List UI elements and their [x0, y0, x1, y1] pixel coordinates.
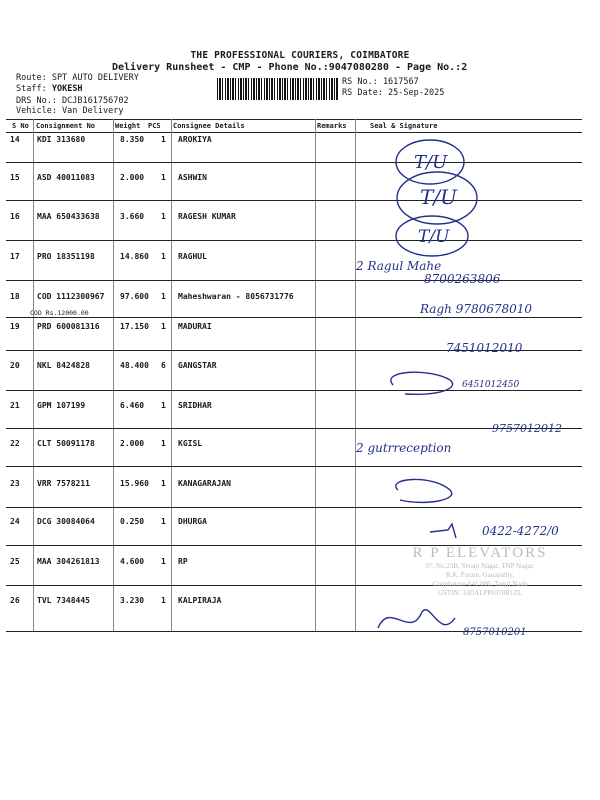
- row-consignee: KGISL: [178, 439, 203, 448]
- row-sno: 15: [10, 173, 20, 182]
- row-pcs: 1: [161, 401, 166, 410]
- row-weight: 97.600: [120, 292, 149, 301]
- signature-kalpiraja: 8757010201: [463, 627, 527, 638]
- row-consignee: GANGSTAR: [178, 361, 217, 370]
- row-sno: 22: [10, 439, 20, 448]
- signature-sridhar: 9757012012: [492, 422, 562, 435]
- row-sno: 24: [10, 517, 20, 526]
- row-consignment: GPM 107199: [37, 401, 86, 410]
- row-sno: 16: [10, 212, 20, 221]
- row-pcs: 1: [161, 322, 166, 331]
- signature-maheshwaran: Ragh 9780678010: [420, 302, 533, 316]
- row-consignment: PRO 18351198: [37, 252, 95, 261]
- row-sno: 19: [10, 322, 20, 331]
- row-consignee: RAGESH KUMAR: [178, 212, 236, 221]
- row-consignment: TVL 7348445: [37, 596, 90, 605]
- signature-scribble: [396, 479, 452, 502]
- col-header-pcs: PCS: [148, 122, 161, 130]
- row-pcs: 1: [161, 479, 166, 488]
- row-sno: 25: [10, 557, 20, 566]
- signature-scribble: [391, 372, 453, 394]
- row-pcs: 1: [161, 596, 166, 605]
- signature-scribble: [378, 610, 455, 628]
- row-sno: 23: [10, 479, 20, 488]
- row-consignment: CLT 50091178: [37, 439, 95, 448]
- col-header-consignment: Consignment No: [36, 122, 96, 130]
- row-weight: 14.860: [120, 252, 149, 261]
- cod-amount: COD Rs.12000.00: [30, 309, 89, 317]
- row-weight: 2.000: [120, 439, 145, 448]
- signature-tiu: T/U: [420, 185, 457, 209]
- staff-label: Staff:: [16, 84, 47, 94]
- row-consignee: RAGHUL: [178, 252, 207, 261]
- stamp-name: R P ELEVATORS: [412, 545, 548, 561]
- row-pcs: 1: [161, 135, 166, 144]
- row-sno: 20: [10, 361, 20, 370]
- row-pcs: 1: [161, 439, 166, 448]
- row-consignment: KDI 313680: [37, 135, 86, 144]
- signature-madurai: 7451012010: [446, 341, 523, 355]
- row-weight: 48.400: [120, 361, 149, 370]
- row-pcs: 1: [161, 557, 166, 566]
- col-header-signature: Seal & Signature: [370, 122, 438, 130]
- row-pcs: 1: [161, 252, 166, 261]
- row-consignment: DCG 30084064: [37, 517, 95, 526]
- stamp-line: GSTIN: 33DALPP0370R1ZL: [437, 589, 523, 597]
- row-consignee: Maheshwaran - 8056731776: [178, 292, 294, 301]
- row-consignment: MAA 304261813: [37, 557, 100, 566]
- row-consignment: MAA 650433638: [37, 212, 100, 221]
- vehicle-label: Vehicle: Van Delivery: [16, 106, 124, 116]
- signature-gangstar: 6451012450: [462, 380, 520, 390]
- row-pcs: 1: [161, 292, 166, 301]
- row-sno: 17: [10, 252, 20, 261]
- row-consignment: VRR 7578211: [37, 479, 90, 488]
- row-consignee: SRIDHAR: [178, 401, 212, 410]
- row-consignment: PRD 600081316: [37, 322, 100, 331]
- rs-date: RS Date: 25-Sep-2025: [342, 88, 445, 98]
- row-weight: 17.150: [120, 322, 149, 331]
- row-weight: 2.000: [120, 173, 145, 182]
- col-header-sno: S No: [12, 122, 29, 130]
- company-name: THE PROFESSIONAL COURIERS, COIMBATORE: [190, 50, 410, 61]
- signature-raghul: 2 Ragul Mahe: [356, 259, 442, 273]
- rs-number: RS No.: 1617567: [342, 77, 419, 87]
- row-consignee: ASHWIN: [178, 173, 207, 182]
- stamp-line: 97, No.23B, Sivani Nagar, TNP Nagar,: [425, 562, 535, 570]
- route-label: Route: SPT AUTO DELIVERY: [16, 73, 139, 83]
- row-pcs: 1: [161, 212, 166, 221]
- col-header-remarks: Remarks: [317, 122, 347, 130]
- signature-raghul-phone: 8700263806: [424, 272, 501, 286]
- signature-tiu: T/U: [414, 152, 448, 173]
- row-pcs: 1: [161, 173, 166, 182]
- signature-tiu: T/U: [418, 227, 450, 247]
- row-sno: 26: [10, 596, 20, 605]
- row-consignee: AROKIYA: [178, 135, 212, 144]
- drs-number: DRS No.: DCJB161756702: [16, 96, 129, 106]
- row-pcs: 1: [161, 517, 166, 526]
- row-consignee: KALPIRAJA: [178, 596, 222, 605]
- signature-dhurga: 0422-4272/0: [482, 524, 559, 538]
- row-weight: 6.460: [120, 401, 145, 410]
- col-header-weight: Weight: [115, 122, 141, 130]
- row-consignee: KANAGARAJAN: [178, 479, 231, 488]
- row-sno: 21: [10, 401, 20, 410]
- row-consignee: RP: [178, 557, 188, 566]
- row-consignee: MADURAI: [178, 322, 212, 331]
- row-weight: 3.230: [120, 596, 145, 605]
- stamp-line: R.K. Puram, Ganapathy,: [445, 571, 515, 579]
- row-consignment: ASD 40011083: [37, 173, 95, 182]
- row-consignee: DHURGA: [178, 517, 207, 526]
- row-sno: 14: [10, 135, 20, 144]
- staff-name: YOKESH: [51, 84, 83, 94]
- row-weight: 0.250: [120, 517, 145, 526]
- row-pcs: 6: [161, 361, 166, 370]
- row-weight: 4.600: [120, 557, 145, 566]
- row-weight: 3.660: [120, 212, 145, 221]
- row-consignment: COD 1112300967: [37, 292, 105, 301]
- row-sno: 18: [10, 292, 20, 301]
- col-header-consignee: Consignee Details: [173, 122, 245, 130]
- runsheet-title: Delivery Runsheet - CMP - Phone No.:9047080280 - Page No.:2: [112, 62, 468, 73]
- signature-kgisl: 2 gutrreception: [356, 441, 452, 455]
- row-consignment: NKL 8424828: [37, 361, 90, 370]
- signature-scribble: [430, 524, 456, 538]
- row-weight: 8.350: [120, 135, 145, 144]
- row-weight: 15.960: [120, 479, 149, 488]
- stamp-line: Coimbatore-641 006, Tamil Nadu: [432, 580, 528, 588]
